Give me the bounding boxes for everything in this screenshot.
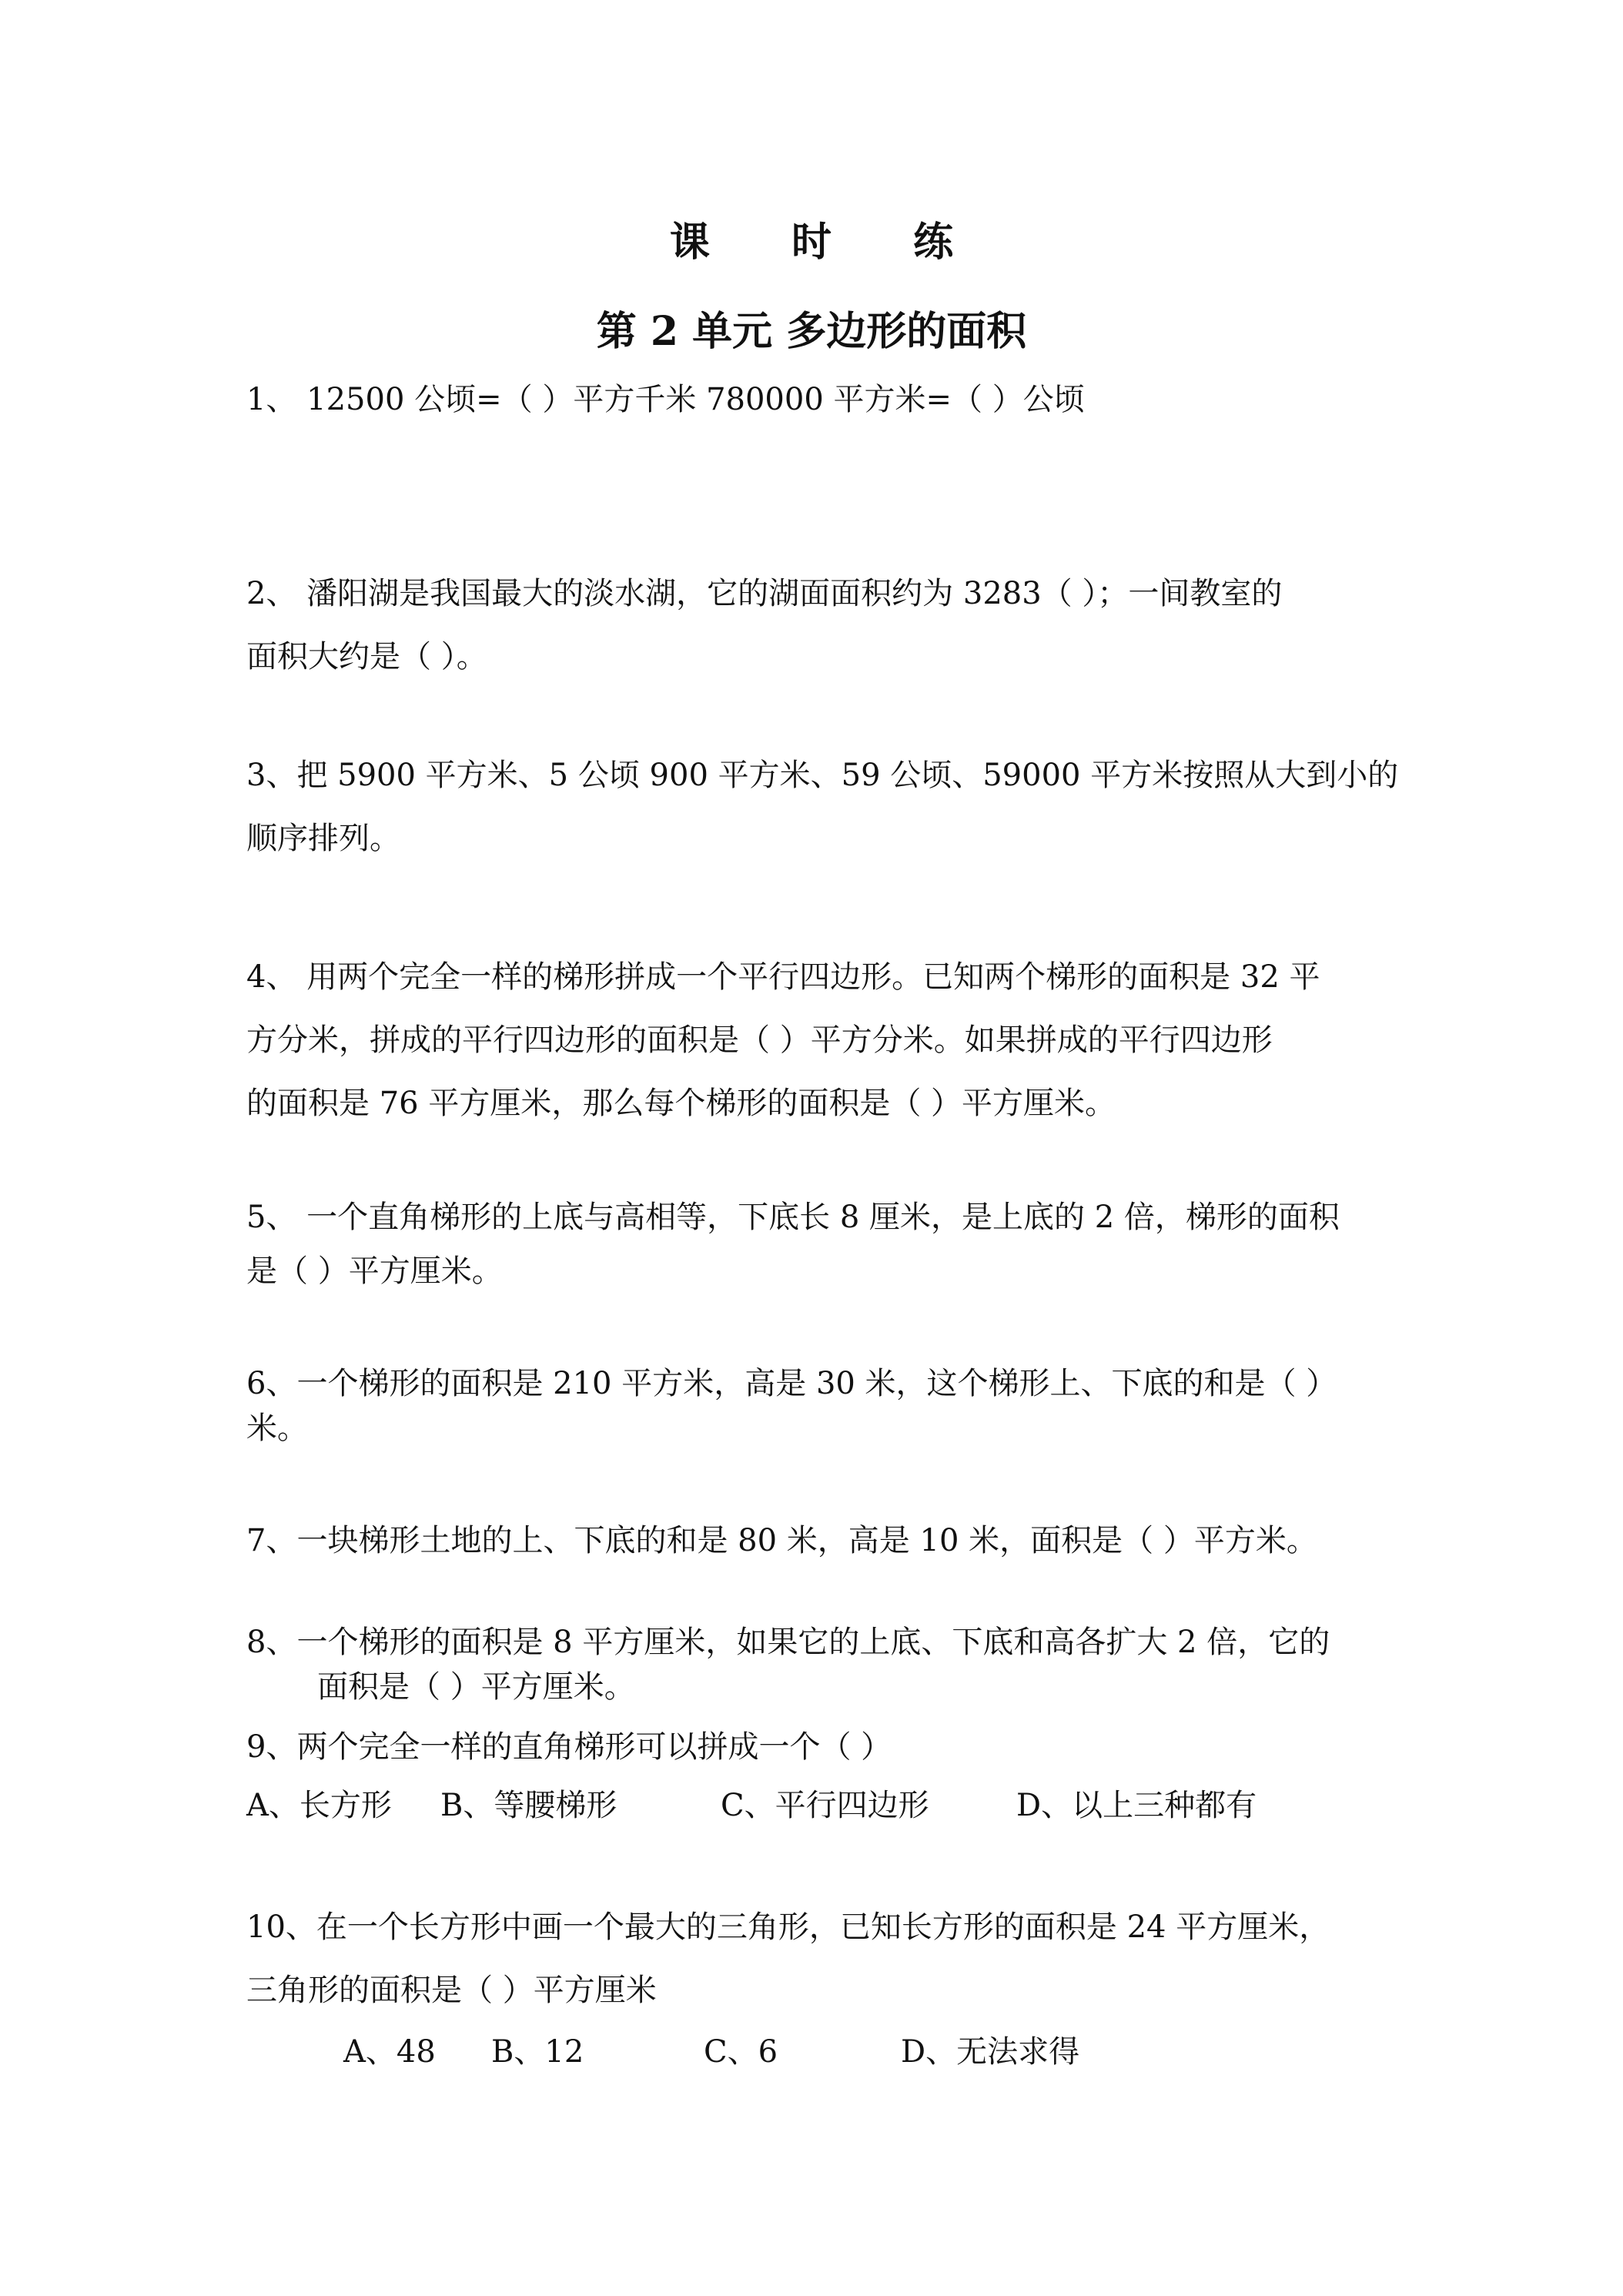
question-3 <box>246 744 1399 870</box>
option-c: C、6 <box>704 2034 778 2070</box>
question-line: 5、 一个直角梯形的上底与高相等，下底长 8 厘米，是上底的 2 倍，梯形的面积 <box>246 1200 1340 1235</box>
option-c: C、平行四边形 <box>721 1788 929 1823</box>
question-9 <box>246 1715 1394 1779</box>
option-b: B、12 <box>491 2034 584 2070</box>
unit-subtitle: 第 2 单元 多边形的面积 <box>596 308 1027 355</box>
question-line: 7、一块梯形土地的上、下底的和是 80 米，高是 10 米，面积是（ ）平方米。 <box>246 1523 1317 1558</box>
question-6 <box>246 1361 1394 1451</box>
question-line: 顺序排列。 <box>246 821 400 856</box>
question-line: 是（ ）平方厘米。 <box>246 1253 503 1289</box>
option-a: A、长方形 <box>246 1788 392 1823</box>
option-a: A、48 <box>343 2034 436 2070</box>
question-line: 9、两个完全一样的直角梯形可以拼成一个（ ） <box>246 1729 892 1765</box>
question-line: 面积大约是（ ）。 <box>246 639 487 674</box>
question-7 <box>246 1509 1394 1572</box>
question-4 <box>246 946 1394 1135</box>
question-line: 方分米，拼成的平行四边形的面积是（ ）平方分米。如果拼成的平行四边形 <box>246 1022 1273 1058</box>
question-2 <box>246 562 1394 688</box>
question-8 <box>246 1620 1394 1709</box>
question-line: 4、 用两个完全一样的梯形拼成一个平行四边形。已知两个梯形的面积是 32 平 <box>246 959 1320 995</box>
question-10-options <box>343 2020 1079 2083</box>
question-1 <box>246 368 1394 431</box>
question-9-options <box>246 1774 1257 1837</box>
question-line: 6、一个梯形的面积是 210 平方米，高是 30 米，这个梯形上、下底的和是（ ） <box>246 1366 1337 1401</box>
question-line: 面积是（ ）平方厘米。 <box>317 1669 635 1705</box>
question-line: 1、 12500 公顷=（ ）平方千米 780000 平方米=（ ）公顷 <box>246 382 1085 417</box>
option-d: D、无法求得 <box>901 2034 1080 2070</box>
worksheet-title: 课 时 练 <box>669 219 988 266</box>
question-5 <box>246 1190 1394 1298</box>
question-line: 10、在一个长方形中画一个最大的三角形，已知长方形的面积是 24 平方厘米， <box>246 1909 1330 1945</box>
question-10 <box>246 1896 1394 2022</box>
option-b: B、等腰梯形 <box>440 1788 617 1823</box>
question-line: 三角形的面积是（ ）平方厘米 <box>246 1973 657 2008</box>
question-line: 8、一个梯形的面积是 8 平方厘米，如果它的上底、下底和高各扩大 2 倍，它的 <box>246 1625 1330 1660</box>
question-line: 2、 潘阳湖是我国最大的淡水湖，它的湖面面积约为 3283（ ）；一间教室的 <box>246 576 1283 611</box>
option-d: D、以上三种都有 <box>1016 1788 1257 1823</box>
question-line: 米。 <box>246 1411 308 1446</box>
question-line: 3、把 5900 平方米、5 公顷 900 平方米、59 公顷、59000 平方米按照从大到小的 <box>246 758 1399 793</box>
question-line: 的面积是 76 平方厘米，那么每个梯形的面积是（ ）平方厘米。 <box>246 1086 1116 1121</box>
